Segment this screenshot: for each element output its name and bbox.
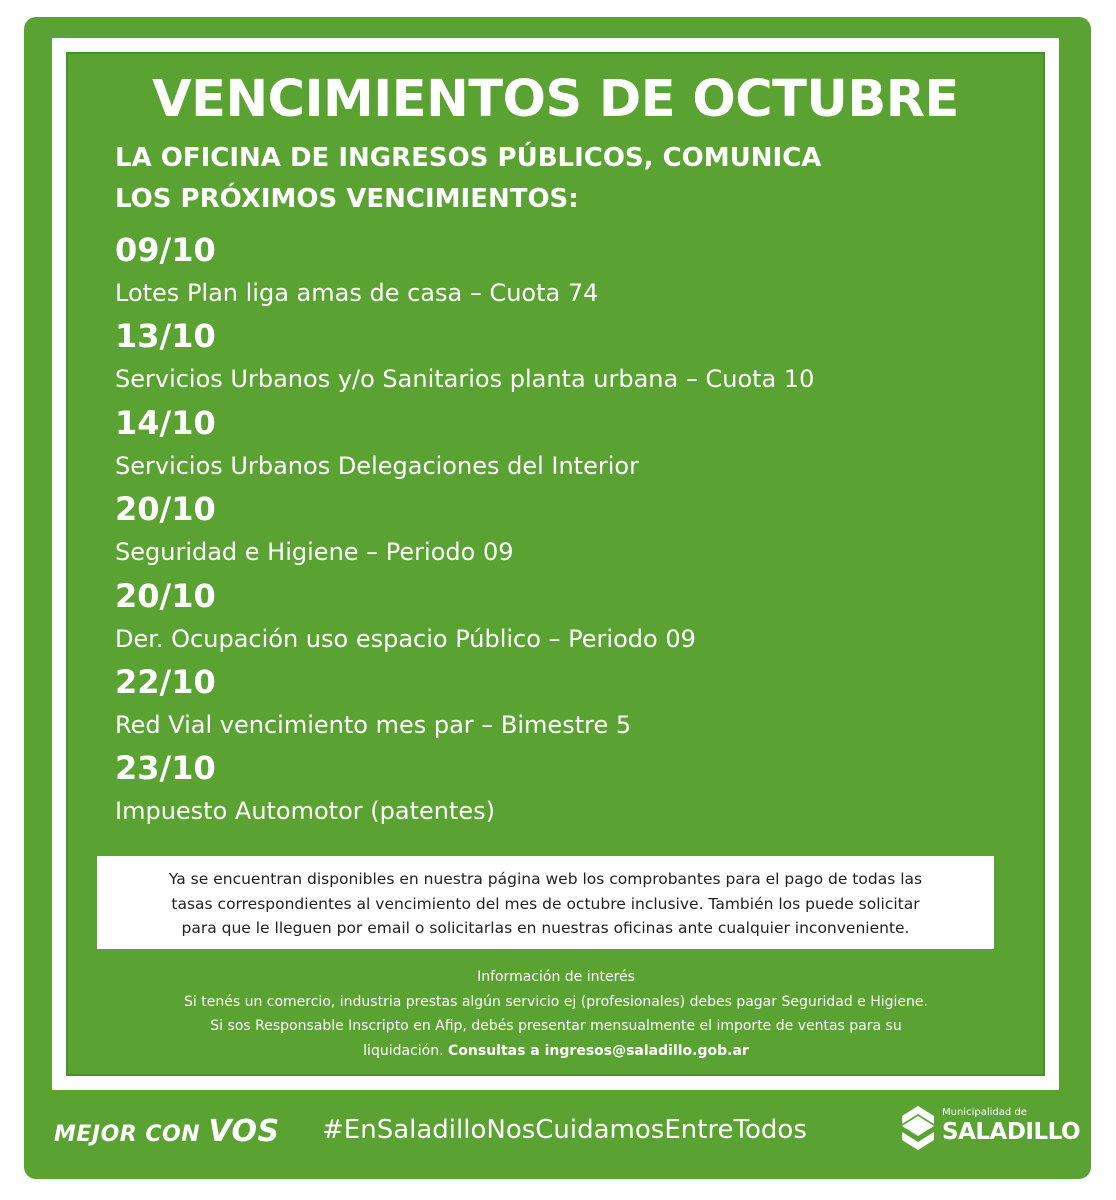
due-description: Seguridad e Higiene – Periodo 09 bbox=[115, 538, 514, 567]
due-date: 09/10 bbox=[115, 231, 216, 269]
due-date: 22/10 bbox=[115, 662, 216, 701]
due-date: 13/10 bbox=[115, 317, 216, 356]
subtitle-line: LOS PRÓXIMOS VENCIMIENTOS: bbox=[115, 184, 579, 214]
due-date: 20/10 bbox=[115, 576, 216, 615]
slogan-text: MEJOR CON bbox=[54, 1122, 201, 1147]
due-item bbox=[115, 402, 814, 488]
info-line: Si sos Responsable Inscripto en Afip, debés presentar mensualmente el importe de ventas para su bbox=[210, 1018, 902, 1034]
notice-box bbox=[97, 856, 994, 949]
due-item bbox=[115, 747, 814, 833]
due-description: Lotes Plan liga amas de casa – Cuota 74 bbox=[115, 279, 599, 307]
page-title: VENCIMIENTOS DE OCTUBRE bbox=[152, 70, 959, 129]
info-text: liquidación. bbox=[363, 1042, 444, 1059]
due-item bbox=[115, 575, 814, 661]
due-item bbox=[115, 661, 814, 747]
due-description: Servicios Urbanos Delegaciones del Interior bbox=[115, 451, 639, 480]
hashtag: #EnSaladilloNosCuidamosEntreTodos bbox=[322, 1115, 807, 1145]
due-description: Red Vial vencimiento mes par – Bimestre 5 bbox=[115, 710, 632, 739]
municipality-logo bbox=[900, 1104, 1081, 1152]
due-date: 20/10 bbox=[115, 490, 216, 529]
saladillo-logo-icon bbox=[900, 1104, 936, 1152]
subtitle bbox=[115, 138, 821, 220]
logo-title: SALADILLO bbox=[942, 1119, 1081, 1145]
due-date: 14/10 bbox=[115, 403, 216, 442]
due-item bbox=[115, 488, 814, 574]
info-line: Si tenés un comercio, industria prestas algún servicio ej (profesionales) debes pagar Seguridad e Higiene. bbox=[184, 993, 928, 1010]
subtitle-line: LA OFICINA DE INGRESOS PÚBLICOS, COMUNICA bbox=[115, 143, 822, 173]
logo-subtitle: Municipalidad de bbox=[942, 1107, 1027, 1118]
notice-line: tasas correspondientes al vencimiento del mes de octubre inclusive. También los puede solicitar bbox=[171, 894, 920, 913]
due-item bbox=[115, 229, 814, 315]
due-item bbox=[115, 315, 814, 401]
info-section bbox=[80, 965, 1032, 1063]
slogan bbox=[54, 1114, 280, 1149]
contact-email[interactable]: Consultas a ingresos@saladillo.gob.ar bbox=[448, 1042, 749, 1059]
due-description: Der. Ocupación uso espacio Público – Periodo 09 bbox=[115, 624, 696, 653]
due-description: Servicios Urbanos y/o Sanitarios planta urbana – Cuota 10 bbox=[115, 365, 815, 394]
due-description: Impuesto Automotor (patentes) bbox=[115, 797, 496, 826]
slogan-vos: VOS bbox=[208, 1114, 280, 1149]
info-line bbox=[80, 1039, 1032, 1064]
notice-line: para que le lleguen por email o solicitarlas en nuestras oficinas ante cualquier inconveniente. bbox=[181, 919, 910, 937]
due-dates-list bbox=[115, 229, 814, 834]
info-heading: Información de interés bbox=[477, 969, 635, 985]
due-date: 23/10 bbox=[115, 749, 216, 788]
notice-line: Ya se encuentran disponibles en nuestra página web los comprobantes para el pago de todas las bbox=[168, 870, 923, 888]
